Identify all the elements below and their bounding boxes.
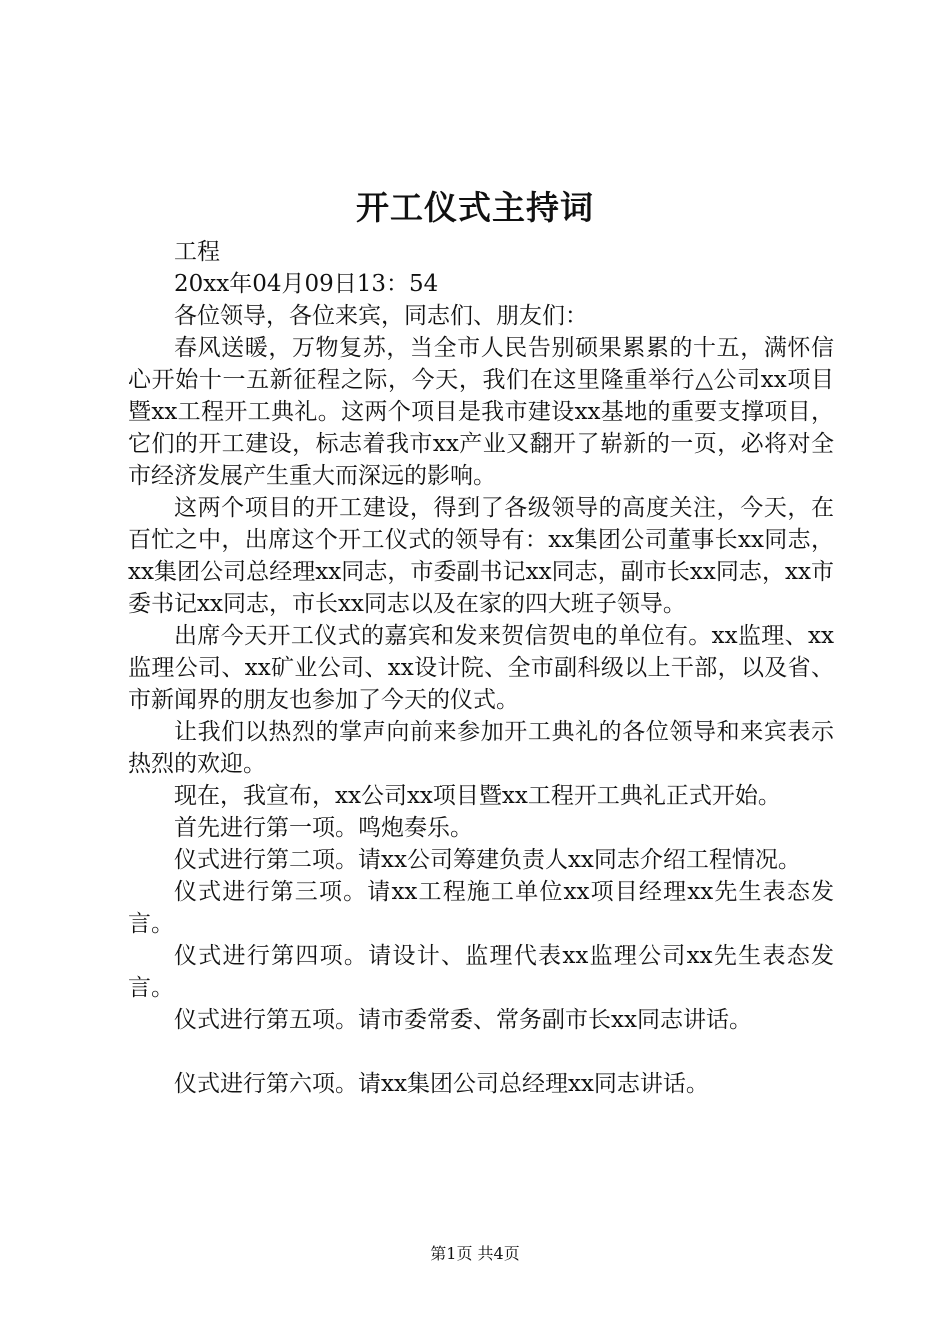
paragraph-item-2: 仪式进行第二项。请xx公司筹建负责人xx同志介绍工程情况。	[174, 847, 801, 873]
document-title: 开工仪式主持词	[356, 188, 594, 227]
document-category: 工程	[174, 239, 220, 265]
paragraph-item-1: 首先进行第一项。鸣炮奏乐。	[174, 815, 473, 841]
paragraph-item-3: 仪式进行第三项。请xx工程施工单位xx项目经理xx先生表态发言。	[128, 879, 834, 937]
paragraph-item-5: 仪式进行第五项。请市委常委、常务副市长xx同志讲话。	[174, 1007, 752, 1033]
page-footer: 第1页 共4页	[430, 1244, 520, 1263]
paragraph-opening: 春风送暖，万物复苏，当全市人民告别硕果累累的十五，满怀信心开始十一五新征程之际，今天，我们在这里隆重举行△公司xx项目暨xx工程开工典礼。这两个项目是我市建设xx基地的重要支撑项目，它们的开工建设，标志着我市xx产业又翻开了崭新的一页，必将对全市经济发展产生重大而深远的影响。	[128, 335, 834, 489]
paragraph-announcement: 现在，我宣布，xx公司xx项目暨xx工程开工典礼正式开始。	[174, 783, 781, 809]
document-body	[128, 236, 834, 1100]
document-datetime: 20xx年04月09日13：54	[174, 271, 439, 297]
paragraph-welcome: 让我们以热烈的掌声向前来参加开工典礼的各位领导和来宾表示热烈的欢迎。	[128, 719, 834, 777]
paragraph-item-6: 仪式进行第六项。请xx集团公司总经理xx同志讲话。	[174, 1071, 709, 1097]
paragraph-leaders: 这两个项目的开工建设，得到了各级领导的高度关注，今天，在百忙之中，出席这个开工仪式的领导有：xx集团公司董事长xx同志，xx集团公司总经理xx同志，市委副书记xx同志，副市长xx同志，xx市委书记xx同志，市长xx同志以及在家的四大班子领导。	[128, 495, 834, 617]
paragraph-greeting: 各位领导，各位来宾，同志们、朋友们：	[174, 303, 588, 329]
paragraph-guests: 出席今天开工仪式的嘉宾和发来贺信贺电的单位有。xx监理、xx监理公司、xx矿业公司、xx设计院、全市副科级以上干部，以及省、市新闻界的朋友也参加了今天的仪式。	[128, 623, 834, 713]
paragraph-item-4: 仪式进行第四项。请设计、监理代表xx监理公司xx先生表态发言。	[128, 943, 834, 1001]
